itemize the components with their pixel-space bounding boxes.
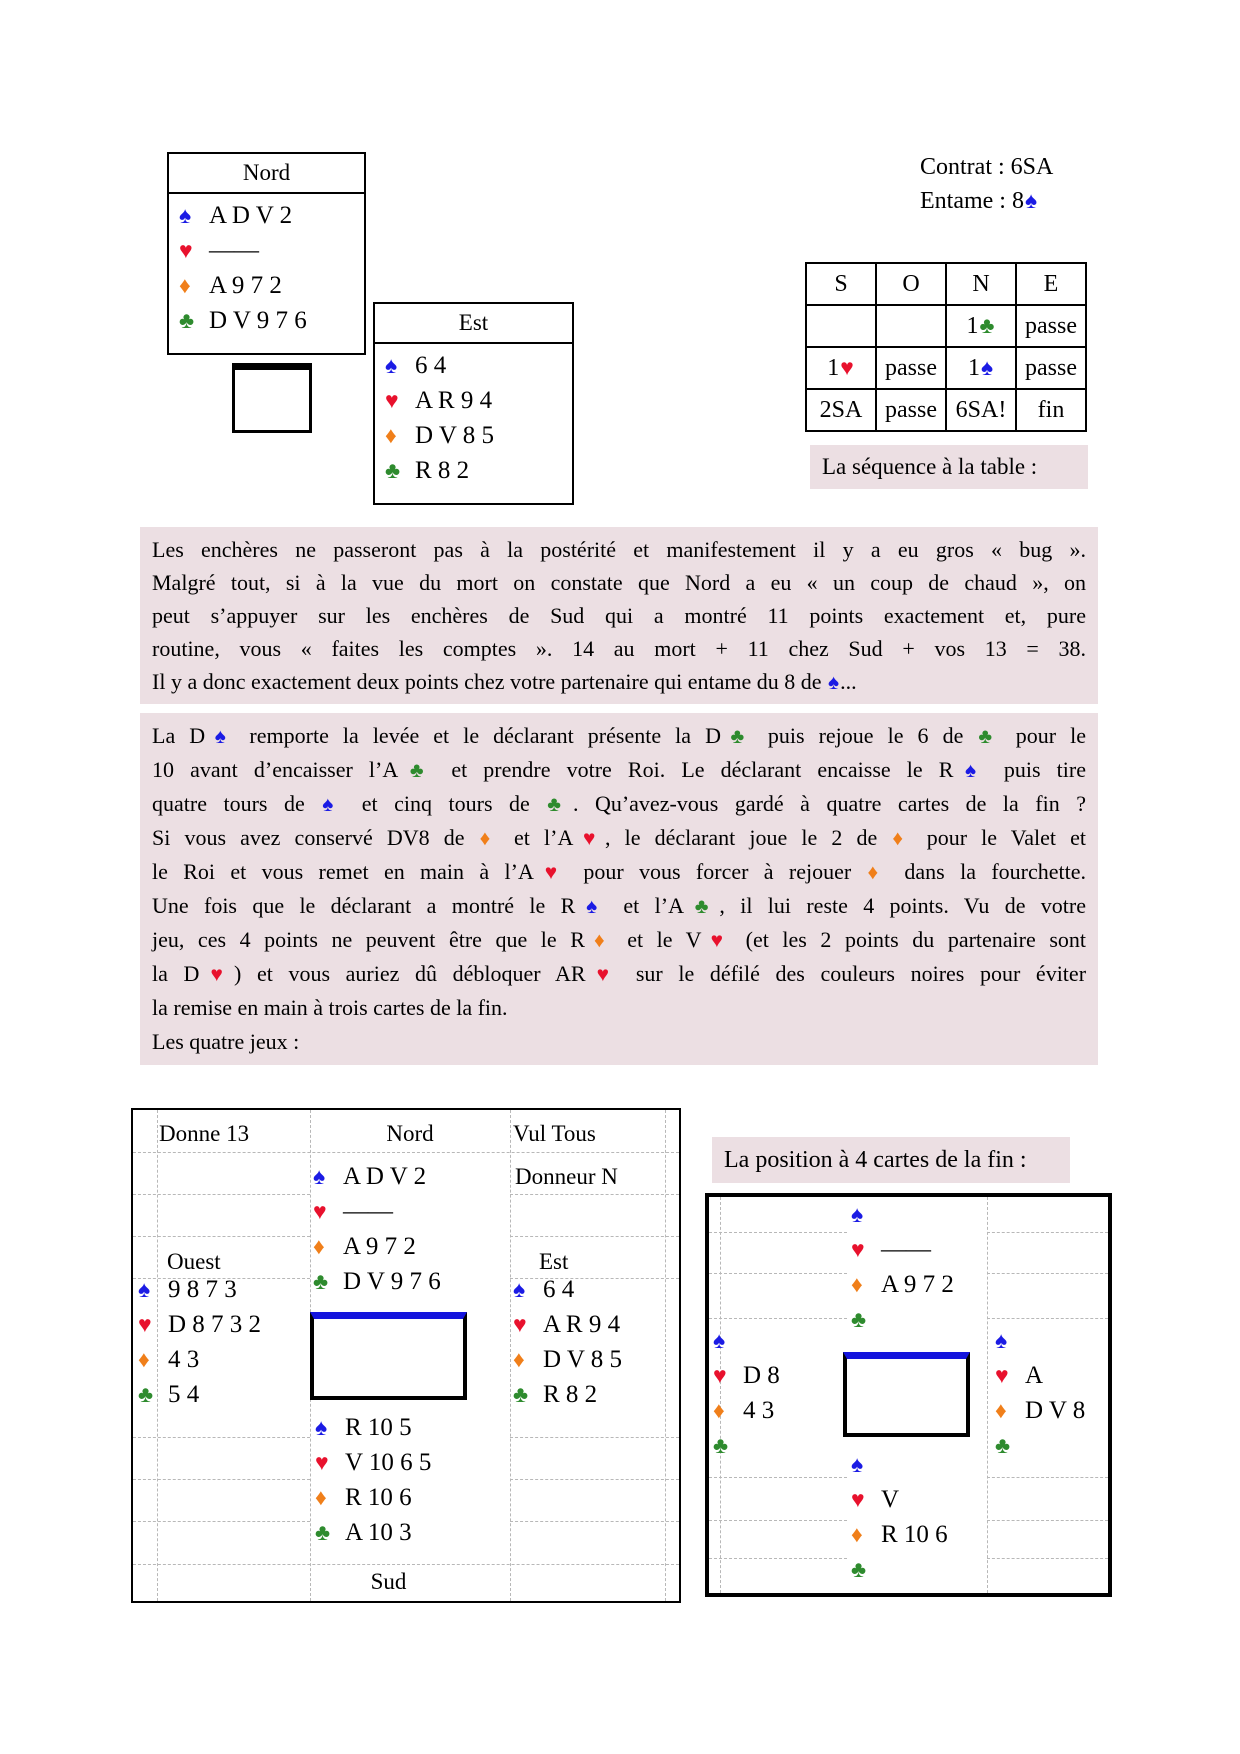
end-position-diagram bbox=[705, 1193, 1112, 1597]
heart-icon: ♥ bbox=[995, 1363, 1009, 1388]
diamond-icon: ♦ bbox=[313, 1234, 325, 1259]
hand-row-hearts bbox=[315, 1445, 431, 1480]
deal-diagram bbox=[131, 1108, 681, 1603]
commentary-paragraph-1 bbox=[140, 527, 1098, 704]
deal-north-label: Nord bbox=[386, 1121, 434, 1146]
grid-line bbox=[987, 1477, 1108, 1478]
diamond-icon: ♦ bbox=[995, 1398, 1007, 1423]
text-line: Il y a donc exactement deux points chez votre partenaire qui entame du 8 de ♠... bbox=[152, 669, 857, 694]
cards-text: —— bbox=[881, 1235, 931, 1263]
diamond-icon: ♦ bbox=[892, 826, 912, 850]
cards-text: D 8 7 3 2 bbox=[168, 1310, 262, 1338]
spade-icon: ♠ bbox=[1024, 188, 1038, 213]
text-line: le Roi et vous remet en main à l’A♥ pour vous forcer à rejouer ♦ dans la fourchette. bbox=[152, 859, 1086, 884]
grid-line bbox=[987, 1318, 1108, 1319]
bid-cell: passe bbox=[876, 389, 946, 431]
cards-text: R 10 6 bbox=[881, 1520, 948, 1548]
cards-text: D V 8 5 bbox=[543, 1345, 622, 1373]
deal-west-label: Ouest bbox=[167, 1249, 221, 1274]
hand-row-clubs bbox=[851, 1552, 948, 1587]
cards-text: A 10 3 bbox=[345, 1518, 412, 1546]
bid-cell: 6SA! bbox=[946, 389, 1016, 431]
grid-line bbox=[987, 1232, 1108, 1233]
spade-icon: ♠ bbox=[322, 792, 345, 816]
cards-text: 4 3 bbox=[168, 1345, 200, 1373]
bid-cell: passe bbox=[876, 347, 946, 389]
cards-text: D V 9 7 6 bbox=[343, 1267, 441, 1295]
east-hand bbox=[375, 344, 572, 488]
bidding-row bbox=[806, 347, 1086, 389]
heart-icon: ♥ bbox=[313, 1199, 327, 1224]
club-icon: ♣ bbox=[721, 724, 753, 748]
hand-row-hearts bbox=[851, 1232, 954, 1267]
heart-icon: ♥ bbox=[385, 388, 399, 413]
hand-row-diamonds bbox=[995, 1393, 1085, 1428]
hand-row-diamonds bbox=[313, 1229, 441, 1264]
spade-icon: ♠ bbox=[980, 354, 994, 380]
heart-icon: ♥ bbox=[574, 826, 605, 850]
text-line: La D♠ remporte la levée et le déclarant présente la D♣ puis rejoue le 6 de ♣ pour le bbox=[152, 723, 1086, 748]
end-west-hand bbox=[713, 1323, 780, 1463]
end-east-hand bbox=[995, 1323, 1085, 1463]
heart-icon: ♥ bbox=[138, 1312, 152, 1337]
text-line: 10 avant d’encaisser l’A♣ et prendre votre Roi. Le déclarant encaisse le R♠ puis tire bbox=[152, 757, 1086, 782]
spade-icon: ♠ bbox=[851, 1452, 864, 1477]
table-box bbox=[232, 363, 312, 433]
grid-line bbox=[510, 1110, 511, 1601]
hand-row-diamonds bbox=[851, 1267, 954, 1302]
cards-text: 6 4 bbox=[543, 1275, 575, 1303]
text-line: quatre tours de ♠ et cinq tours de ♣. Qu’avez-vous gardé à quatre cartes de la fin ? bbox=[152, 791, 1086, 816]
cards-text: A 9 7 2 bbox=[209, 271, 282, 299]
lead-line: Entame : 8♠ bbox=[920, 188, 1038, 214]
heart-icon: ♥ bbox=[200, 962, 234, 986]
hand-row-clubs bbox=[851, 1302, 954, 1337]
club-icon: ♣ bbox=[684, 894, 719, 918]
bidding-row bbox=[806, 305, 1086, 347]
diamond-icon: ♦ bbox=[513, 1347, 525, 1372]
hand-row-hearts bbox=[138, 1307, 261, 1342]
hand-row-diamonds bbox=[138, 1342, 261, 1377]
heart-icon: ♥ bbox=[179, 238, 193, 263]
bidding-header-west: O bbox=[876, 263, 946, 305]
bidding-header-row bbox=[806, 263, 1086, 305]
text-line: Si vous avez conservé DV8 de ♦ et l’A♥, le déclarant joue le 2 de ♦ pour le Valet et bbox=[152, 825, 1086, 850]
grid-line bbox=[510, 1437, 679, 1438]
hand-row-spades bbox=[313, 1159, 441, 1194]
deal-west-hand bbox=[138, 1272, 261, 1412]
bidding-header-north: N bbox=[946, 263, 1016, 305]
text-line: la D♥) et vous auriez dû débloquer AR♥ sur le défilé des couleurs noires pour éviter bbox=[152, 961, 1087, 986]
hand-row-hearts bbox=[713, 1358, 780, 1393]
cards-text: V bbox=[881, 1485, 900, 1513]
grid-line bbox=[510, 1479, 679, 1480]
deal-vulnerability: Vul Tous bbox=[513, 1121, 596, 1146]
bid-cell: passe bbox=[1016, 305, 1086, 347]
spade-icon: ♠ bbox=[138, 1277, 151, 1302]
cards-text: R 10 5 bbox=[345, 1413, 412, 1441]
cards-text: A 9 7 2 bbox=[881, 1270, 954, 1298]
grid-line bbox=[987, 1273, 1108, 1274]
hand-row-clubs bbox=[995, 1428, 1085, 1463]
heart-icon: ♥ bbox=[513, 1312, 527, 1337]
text-line: Une fois que le déclarant a montré le R♠ et l’A♣, il lui reste 4 points. Vu de votre bbox=[152, 893, 1087, 918]
text-line: Malgré tout, si à la vue du mort on constate que Nord a eu « un coup de chaud », on bbox=[152, 570, 1086, 595]
deal-north-hand bbox=[313, 1159, 441, 1299]
end-south-hand bbox=[851, 1447, 948, 1587]
hand-row-hearts bbox=[851, 1482, 948, 1517]
grid-line bbox=[133, 1479, 310, 1480]
bidding-row bbox=[806, 389, 1086, 431]
heart-icon: ♥ bbox=[713, 1363, 727, 1388]
bid-cell: 1♣ bbox=[946, 305, 1016, 347]
deal-east-hand bbox=[513, 1272, 622, 1412]
bid-cell bbox=[876, 305, 946, 347]
cards-text: D V 8 bbox=[1025, 1396, 1086, 1424]
grid-line bbox=[987, 1197, 988, 1593]
diamond-icon: ♦ bbox=[867, 860, 889, 884]
bid-cell bbox=[806, 305, 876, 347]
cards-text: R 10 6 bbox=[345, 1483, 412, 1511]
north-hand bbox=[169, 194, 364, 338]
text-line: la remise en main à trois cartes de la fin. bbox=[152, 995, 508, 1020]
spade-icon: ♠ bbox=[713, 1328, 726, 1353]
deal-dealer: Donneur N bbox=[515, 1164, 618, 1189]
cards-text: A R 9 4 bbox=[415, 386, 493, 414]
east-box-title: Est bbox=[375, 304, 572, 344]
hand-row-hearts bbox=[313, 1194, 441, 1229]
hand-row-spades bbox=[513, 1272, 622, 1307]
hand-row-diamonds bbox=[315, 1480, 431, 1515]
cards-text: D V 8 5 bbox=[415, 421, 494, 449]
sequence-label: La séquence à la table : bbox=[810, 445, 1088, 489]
grid-line bbox=[133, 1521, 310, 1522]
hand-row-hearts bbox=[513, 1307, 622, 1342]
club-icon: ♣ bbox=[995, 1433, 1011, 1458]
diamond-icon: ♦ bbox=[385, 423, 397, 448]
spade-icon: ♠ bbox=[315, 1415, 328, 1440]
grid-line bbox=[709, 1273, 847, 1274]
hand-row-clubs bbox=[385, 453, 572, 488]
cards-text: 4 3 bbox=[743, 1396, 775, 1424]
hand-row-spades bbox=[385, 348, 572, 383]
cards-text: 5 4 bbox=[168, 1380, 200, 1408]
grid-line bbox=[709, 1318, 847, 1319]
grid-line bbox=[987, 1520, 1108, 1521]
club-icon: ♣ bbox=[851, 1557, 867, 1582]
diamond-icon: ♦ bbox=[138, 1347, 150, 1372]
grid-line bbox=[510, 1236, 679, 1237]
spade-icon: ♠ bbox=[179, 203, 192, 228]
spade-icon: ♠ bbox=[313, 1164, 326, 1189]
hand-row-spades bbox=[851, 1197, 954, 1232]
cards-text: D 8 bbox=[743, 1361, 780, 1389]
grid-line bbox=[133, 1437, 310, 1438]
grid-line bbox=[665, 1110, 666, 1601]
bid-cell: 1♠ bbox=[946, 347, 1016, 389]
hand-row-clubs bbox=[179, 303, 364, 338]
east-hand-box bbox=[373, 302, 574, 505]
club-icon: ♣ bbox=[138, 1382, 154, 1407]
diamond-icon: ♦ bbox=[315, 1485, 327, 1510]
text-line: jeu, ces 4 points ne peuvent être que le R♦ et le V♥ (et les 2 points du partenaire sont bbox=[152, 927, 1086, 952]
cards-text: A 9 7 2 bbox=[343, 1232, 416, 1260]
hand-row-hearts bbox=[179, 233, 364, 268]
contract-line: Contrat : 6SA bbox=[920, 154, 1054, 180]
deal-south-label: Sud bbox=[370, 1569, 407, 1594]
cards-text: —— bbox=[343, 1197, 393, 1225]
heart-icon: ♥ bbox=[534, 860, 567, 884]
deal-table-box bbox=[310, 1312, 467, 1400]
grid-line bbox=[133, 1236, 310, 1237]
hand-row-spades bbox=[851, 1447, 948, 1482]
hand-row-diamonds bbox=[851, 1517, 948, 1552]
cards-text: A D V 2 bbox=[343, 1162, 427, 1190]
text-line: peut s’appuyer sur les enchères de Sud qui a montré 11 points exactement et, pure bbox=[152, 603, 1086, 628]
hand-row-spades bbox=[315, 1410, 431, 1445]
heart-icon: ♥ bbox=[315, 1450, 329, 1475]
spade-icon: ♠ bbox=[206, 724, 235, 748]
hand-row-spades bbox=[995, 1323, 1085, 1358]
diamond-icon: ♦ bbox=[479, 826, 499, 850]
cards-text: A bbox=[1025, 1361, 1044, 1389]
heart-icon: ♥ bbox=[851, 1237, 865, 1262]
spade-icon: ♠ bbox=[828, 670, 840, 694]
cards-text: A R 9 4 bbox=[543, 1310, 621, 1338]
contract-block bbox=[920, 150, 1053, 218]
text-line: Les quatre jeux : bbox=[152, 1029, 300, 1054]
end-table-box bbox=[843, 1352, 970, 1437]
bid-cell: 1♥ bbox=[806, 347, 876, 389]
spade-icon: ♠ bbox=[513, 1277, 526, 1302]
commentary-paragraph-2 bbox=[140, 713, 1098, 1065]
club-icon: ♣ bbox=[851, 1307, 867, 1332]
hand-row-spades bbox=[713, 1323, 780, 1358]
spade-icon: ♠ bbox=[954, 758, 987, 782]
diamond-icon: ♦ bbox=[713, 1398, 725, 1423]
deal-east-label: Est bbox=[539, 1249, 569, 1274]
grid-line bbox=[133, 1194, 310, 1195]
deal-number: Donne 13 bbox=[159, 1121, 250, 1146]
end-north-hand bbox=[851, 1197, 954, 1337]
hand-row-hearts bbox=[385, 383, 572, 418]
north-hand-box bbox=[167, 152, 366, 355]
spade-icon: ♠ bbox=[851, 1202, 864, 1227]
grid-line bbox=[510, 1194, 679, 1195]
diamond-icon: ♦ bbox=[851, 1522, 863, 1547]
cards-text: A D V 2 bbox=[209, 201, 293, 229]
hand-row-clubs bbox=[513, 1377, 622, 1412]
cards-text: —— bbox=[209, 236, 259, 264]
cards-text: D V 9 7 6 bbox=[209, 306, 307, 334]
cards-text: V 10 6 5 bbox=[345, 1448, 432, 1476]
grid-line bbox=[709, 1477, 847, 1478]
club-icon: ♣ bbox=[399, 758, 435, 782]
club-icon: ♣ bbox=[513, 1382, 529, 1407]
hand-row-clubs bbox=[713, 1428, 780, 1463]
cards-text: 9 8 7 3 bbox=[168, 1275, 237, 1303]
grid-line bbox=[133, 1152, 679, 1153]
hand-row-clubs bbox=[138, 1377, 261, 1412]
diamond-icon: ♦ bbox=[585, 928, 613, 952]
bidding-header-south: S bbox=[806, 263, 876, 305]
club-icon: ♣ bbox=[979, 312, 995, 338]
heart-icon: ♥ bbox=[586, 962, 620, 986]
hand-row-diamonds bbox=[713, 1393, 780, 1428]
club-icon: ♣ bbox=[179, 308, 195, 333]
spade-icon: ♠ bbox=[385, 353, 398, 378]
club-icon: ♣ bbox=[385, 458, 401, 483]
heart-icon: ♥ bbox=[840, 354, 854, 380]
grid-line bbox=[987, 1558, 1108, 1559]
hand-row-spades bbox=[138, 1272, 261, 1307]
grid-line bbox=[709, 1520, 847, 1521]
end-position-label: La position à 4 cartes de la fin : bbox=[712, 1137, 1070, 1183]
hand-row-spades bbox=[179, 198, 364, 233]
diamond-icon: ♦ bbox=[851, 1272, 863, 1297]
bid-cell: passe bbox=[1016, 347, 1086, 389]
cards-text: R 8 2 bbox=[543, 1380, 598, 1408]
grid-line bbox=[709, 1558, 847, 1559]
bidding-table bbox=[805, 262, 1087, 432]
north-box-title: Nord bbox=[169, 154, 364, 194]
bidding-header-east: E bbox=[1016, 263, 1086, 305]
grid-line bbox=[133, 1564, 679, 1565]
cards-text: R 8 2 bbox=[415, 456, 470, 484]
club-icon: ♣ bbox=[978, 724, 1001, 748]
spade-icon: ♠ bbox=[576, 894, 608, 918]
hand-row-diamonds bbox=[385, 418, 572, 453]
spade-icon: ♠ bbox=[995, 1328, 1008, 1353]
text-line: Les enchères ne passeront pas à la postérité et manifestement il y a eu gros « bug ». bbox=[152, 537, 1086, 562]
text-line: routine, vous « faites les comptes ». 14 au mort + 11 chez Sud + vos 13 = 38. bbox=[152, 636, 1086, 661]
club-icon: ♣ bbox=[713, 1433, 729, 1458]
grid-line bbox=[709, 1232, 847, 1233]
heart-icon: ♥ bbox=[851, 1487, 865, 1512]
club-icon: ♣ bbox=[315, 1520, 331, 1545]
grid-line bbox=[510, 1521, 679, 1522]
hand-row-hearts bbox=[995, 1358, 1085, 1393]
hand-row-diamonds bbox=[513, 1342, 622, 1377]
cards-text: 6 4 bbox=[415, 351, 447, 379]
hand-row-diamonds bbox=[179, 268, 364, 303]
bid-cell: 2SA bbox=[806, 389, 876, 431]
diamond-icon: ♦ bbox=[179, 273, 191, 298]
hand-row-clubs bbox=[315, 1515, 431, 1550]
deal-south-hand bbox=[315, 1410, 431, 1550]
club-icon: ♣ bbox=[313, 1269, 329, 1294]
bid-cell: fin bbox=[1016, 389, 1086, 431]
heart-icon: ♥ bbox=[702, 928, 732, 952]
club-icon: ♣ bbox=[547, 792, 572, 816]
hand-row-clubs bbox=[313, 1264, 441, 1299]
